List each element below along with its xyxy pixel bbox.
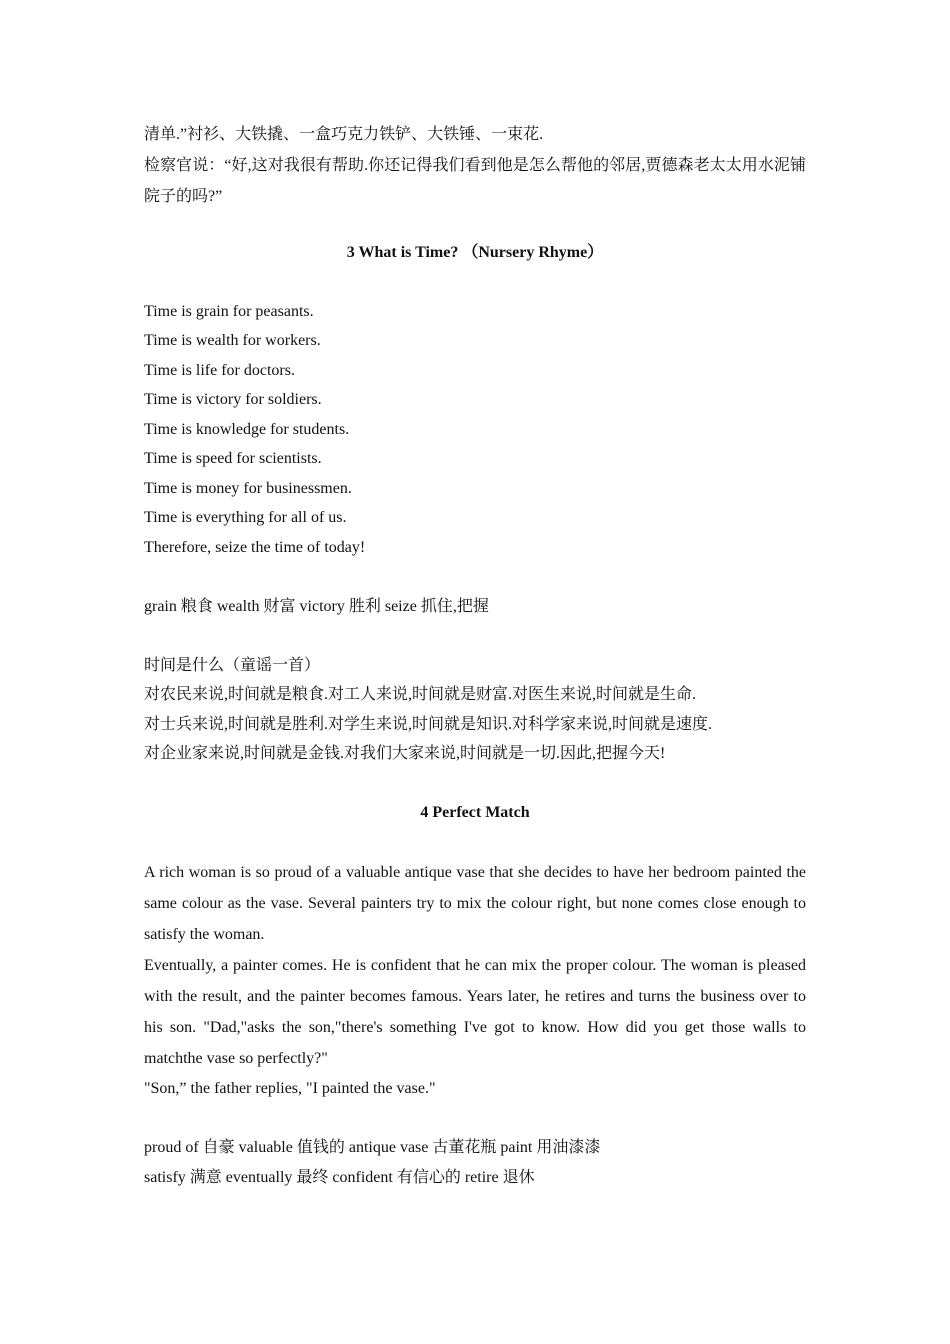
translation-line: 对企业家来说,时间就是金钱.对我们大家来说,时间就是一切.因此,把握今天!	[144, 745, 666, 762]
intro-paragraph: 检察官说：“好,这对我很有帮助.你还记得我们看到他是怎么帮他的邻居,贾德森老太太用水泥铺院子的吗?”	[144, 156, 806, 205]
vocabulary-line: grain 粮食 wealth 财富 victory 胜利 seize 抓住,把握	[144, 597, 489, 615]
vocabulary-line: proud of 自豪 valuable 值钱的 antique vase 古董花瓶 paint 用油漆漆	[144, 1139, 601, 1156]
poem-line: Time is knowledge for students.	[144, 420, 350, 438]
vocabulary-line: satisfy 满意 eventually 最终 confident 有信心的 retire 退休	[144, 1168, 535, 1186]
poem-line: Time is life for doctors.	[144, 361, 295, 379]
story-paragraph: "Son,” the father replies, "I painted the vase."	[144, 1080, 436, 1097]
poem-line: Time is grain for peasants.	[144, 302, 314, 320]
poem-line: Time is speed for scientists.	[144, 450, 322, 467]
section-3-title: 3 What is Time? （Nursery Rhyme）	[346, 243, 604, 261]
story-paragraph: A rich woman is so proud of a valuable antique vase that she decides to have her bedroom painted the same colour as the vase. Several painters try to mix the colour right, but none comes close enough to satisfy the woman.	[144, 864, 806, 943]
poem-line: Time is money for businessmen.	[144, 479, 352, 497]
translation-line: 对农民来说,时间就是粮食.对工人来说,时间就是财富.对医生来说,时间就是生命.	[144, 686, 697, 703]
poem-line: Time is victory for soldiers.	[144, 391, 322, 408]
document-page	[144, 120, 806, 1192]
poem-line: Time is everything for all of us.	[144, 509, 347, 526]
section-4-title: 4 Perfect Match	[420, 804, 530, 821]
translation-line: 对士兵来说,时间就是胜利.对学生来说,时间就是知识.对科学家来说,时间就是速度.	[144, 715, 713, 733]
story-paragraph: Eventually, a painter comes. He is confident that he can mix the proper colour. The woman is pleased with the result, and the painter becomes famous. Years later, he retires and turns the business over to his son. "Dad,"asks the son,"there's something I've got to know. How did you get those walls to matchthe vase so perfectly?"	[144, 957, 806, 1067]
poem-line: Therefore, seize the time of today!	[144, 538, 366, 556]
poem-line: Time is wealth for workers.	[144, 332, 321, 349]
intro-line: 清单.”衬衫、大铁撬、一盒巧克力铁铲、大铁锤、一束花.	[144, 126, 544, 143]
translation-title: 时间是什么（童谣一首）	[144, 656, 321, 674]
